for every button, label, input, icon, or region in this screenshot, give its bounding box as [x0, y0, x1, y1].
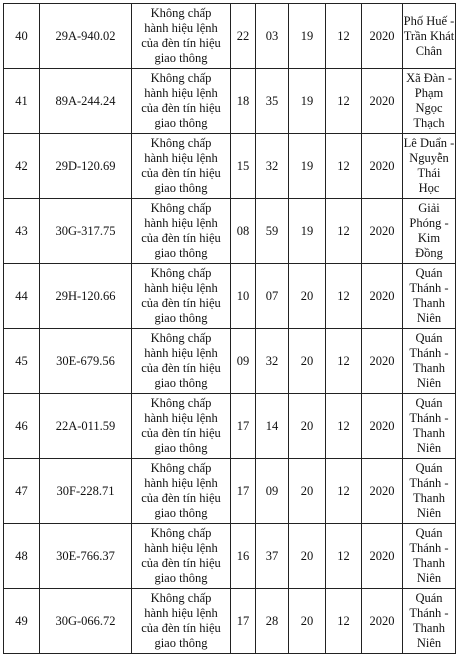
month-cell: 12 [326, 524, 362, 589]
minute-cell: 22 [231, 4, 256, 69]
location-text: Quán Thánh - Thanh Niên [409, 266, 449, 325]
minute-cell: 17 [231, 589, 256, 654]
month-cell: 12 [326, 394, 362, 459]
table-row [4, 199, 456, 264]
location-cell [403, 69, 456, 134]
location-cell [403, 394, 456, 459]
location-text: Phố Huế - Trần Khát Chân [403, 13, 455, 58]
minute-cell: 16 [231, 524, 256, 589]
location-cell [403, 524, 456, 589]
minute-cell: 17 [231, 394, 256, 459]
violation-cell [132, 264, 231, 329]
location-cell [403, 459, 456, 524]
hour-cell: 14 [256, 394, 289, 459]
row-number: 49 [4, 589, 40, 654]
violation-text: Không chấp hành hiệu lệnh của đèn tín hiệu giao thông [141, 331, 221, 390]
violation-cell [132, 4, 231, 69]
violation-cell [132, 589, 231, 654]
license-plate: 89A-244.24 [40, 69, 132, 134]
license-plate: 30E-766.37 [40, 524, 132, 589]
month-cell: 12 [326, 459, 362, 524]
year-cell: 2020 [362, 4, 403, 69]
day-cell: 19 [289, 199, 326, 264]
table-row [4, 69, 456, 134]
year-cell: 2020 [362, 459, 403, 524]
hour-cell: 09 [256, 459, 289, 524]
license-plate: 30G-317.75 [40, 199, 132, 264]
row-number: 48 [4, 524, 40, 589]
violation-text: Không chấp hành hiệu lệnh của đèn tín hiệu giao thông [141, 591, 221, 650]
minute-cell: 17 [231, 459, 256, 524]
hour-cell: 32 [256, 329, 289, 394]
row-number: 44 [4, 264, 40, 329]
year-cell: 2020 [362, 134, 403, 199]
day-cell: 20 [289, 394, 326, 459]
location-text: Quán Thánh - Thanh Niên [409, 461, 449, 520]
violation-text: Không chấp hành hiệu lệnh của đèn tín hiệu giao thông [141, 461, 221, 520]
month-cell: 12 [326, 4, 362, 69]
day-cell: 20 [289, 329, 326, 394]
row-number: 42 [4, 134, 40, 199]
row-number: 45 [4, 329, 40, 394]
minute-cell: 10 [231, 264, 256, 329]
hour-cell: 32 [256, 134, 289, 199]
violation-text: Không chấp hành hiệu lệnh của đèn tín hiệu giao thông [141, 71, 221, 130]
month-cell: 12 [326, 134, 362, 199]
year-cell: 2020 [362, 589, 403, 654]
location-cell [403, 589, 456, 654]
row-number: 46 [4, 394, 40, 459]
license-plate: 29A-940.02 [40, 4, 132, 69]
month-cell: 12 [326, 329, 362, 394]
day-cell: 19 [289, 69, 326, 134]
minute-cell: 15 [231, 134, 256, 199]
location-text: Quán Thánh - Thanh Niên [409, 396, 449, 455]
violation-text: Không chấp hành hiệu lệnh của đèn tín hiệu giao thông [141, 396, 221, 455]
table-row [4, 394, 456, 459]
violation-cell [132, 134, 231, 199]
hour-cell: 07 [256, 264, 289, 329]
violations-table [3, 3, 456, 654]
minute-cell: 18 [231, 69, 256, 134]
license-plate: 29H-120.66 [40, 264, 132, 329]
location-text: Quán Thánh - Thanh Niên [409, 591, 449, 650]
violation-cell [132, 199, 231, 264]
hour-cell: 35 [256, 69, 289, 134]
table-row [4, 589, 456, 654]
year-cell: 2020 [362, 329, 403, 394]
year-cell: 2020 [362, 524, 403, 589]
minute-cell: 09 [231, 329, 256, 394]
violation-cell [132, 524, 231, 589]
location-cell [403, 134, 456, 199]
hour-cell: 03 [256, 4, 289, 69]
license-plate: 30E-679.56 [40, 329, 132, 394]
violation-text: Không chấp hành hiệu lệnh của đèn tín hiệu giao thông [141, 136, 221, 195]
location-text: Giải Phóng - Kim Đồng [409, 201, 449, 260]
location-cell [403, 329, 456, 394]
license-plate: 29D-120.69 [40, 134, 132, 199]
hour-cell: 28 [256, 589, 289, 654]
day-cell: 19 [289, 4, 326, 69]
row-number: 43 [4, 199, 40, 264]
location-text: Quán Thánh - Thanh Niên [409, 331, 449, 390]
license-plate: 22A-011.59 [40, 394, 132, 459]
row-number: 40 [4, 4, 40, 69]
day-cell: 20 [289, 459, 326, 524]
license-plate: 30F-228.71 [40, 459, 132, 524]
table-row [4, 4, 456, 69]
location-text: Xã Đàn - Phạm Ngọc Thạch [406, 71, 452, 130]
day-cell: 20 [289, 589, 326, 654]
license-plate: 30G-066.72 [40, 589, 132, 654]
violation-text: Không chấp hành hiệu lệnh của đèn tín hiệu giao thông [141, 6, 221, 65]
month-cell: 12 [326, 589, 362, 654]
row-number: 41 [4, 69, 40, 134]
table-row [4, 134, 456, 199]
violation-text: Không chấp hành hiệu lệnh của đèn tín hiệu giao thông [141, 526, 221, 585]
minute-cell: 08 [231, 199, 256, 264]
violation-cell [132, 69, 231, 134]
table-row [4, 264, 456, 329]
location-cell [403, 264, 456, 329]
month-cell: 12 [326, 199, 362, 264]
table-row [4, 524, 456, 589]
violation-text: Không chấp hành hiệu lệnh của đèn tín hiệu giao thông [141, 201, 221, 260]
day-cell: 20 [289, 524, 326, 589]
year-cell: 2020 [362, 69, 403, 134]
day-cell: 19 [289, 134, 326, 199]
violation-cell [132, 394, 231, 459]
year-cell: 2020 [362, 264, 403, 329]
hour-cell: 59 [256, 199, 289, 264]
location-text: Quán Thánh - Thanh Niên [409, 526, 449, 585]
year-cell: 2020 [362, 199, 403, 264]
month-cell: 12 [326, 69, 362, 134]
violation-cell [132, 459, 231, 524]
month-cell: 12 [326, 264, 362, 329]
row-number: 47 [4, 459, 40, 524]
table-row [4, 329, 456, 394]
hour-cell: 37 [256, 524, 289, 589]
violation-cell [132, 329, 231, 394]
day-cell: 20 [289, 264, 326, 329]
violation-text: Không chấp hành hiệu lệnh của đèn tín hiệu giao thông [141, 266, 221, 325]
year-cell: 2020 [362, 394, 403, 459]
location-cell [403, 199, 456, 264]
table-row [4, 459, 456, 524]
location-cell [403, 4, 456, 69]
location-text: Lê Duẩn - Nguyễn Thái Học [403, 136, 455, 195]
